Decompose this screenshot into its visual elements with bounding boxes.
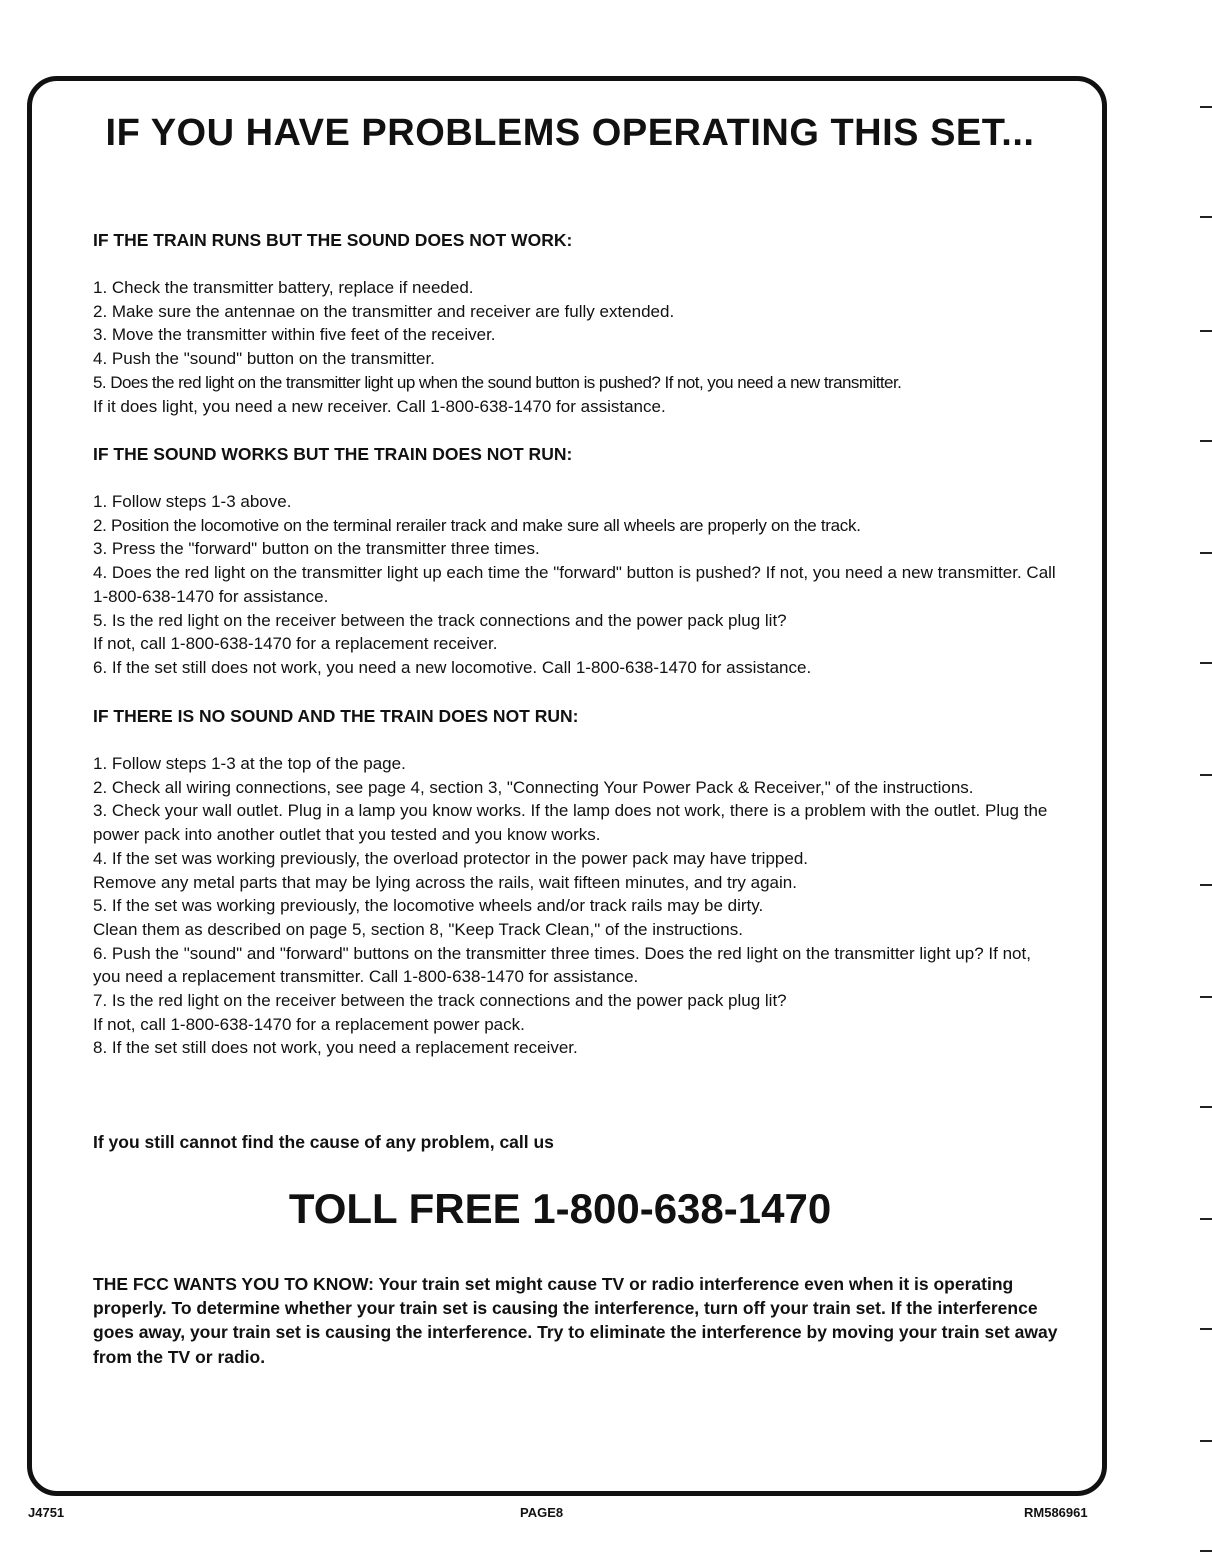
- margin-tick: [1200, 552, 1212, 554]
- margin-tick: [1200, 884, 1212, 886]
- fcc-notice: THE FCC WANTS YOU TO KNOW: Your train set might cause TV or radio interference even when it is operating properly. To determine whether your train set is causing the interference, turn off your train set. If the interference goes away, your train set is causing the interference. Try to eliminate the interference by moving your train set away from the TV or radio.: [93, 1274, 1058, 1367]
- margin-tick: [1200, 330, 1212, 332]
- footer-left-code: J4751: [28, 1505, 65, 1520]
- list-item: 4. Push the "sound" button on the transmitter.: [93, 349, 435, 369]
- section-list-sound-not-working: [93, 276, 1063, 418]
- list-item: 2. Position the locomotive on the terminal rerailer track and make sure all wheels are properly on the track.: [93, 515, 861, 535]
- section-heading-no-sound-no-run: IF THERE IS NO SOUND AND THE TRAIN DOES NOT RUN:: [93, 706, 579, 726]
- section-list-no-sound-no-run: [93, 752, 1063, 1060]
- list-item: 5. If the set was working previously, the locomotive wheels and/or track rails may be dirty.: [93, 896, 764, 916]
- margin-tick: [1200, 662, 1212, 664]
- section-heading-train-not-running: IF THE SOUND WORKS BUT THE TRAIN DOES NOT RUN:: [93, 444, 573, 464]
- margin-tick: [1200, 1440, 1212, 1442]
- list-item: Clean them as described on page 5, section 8, "Keep Track Clean," of the instructions.: [93, 919, 743, 939]
- margin-tick: [1200, 774, 1212, 776]
- toll-free-number: TOLL FREE 1-800-638-1470: [288, 1185, 832, 1232]
- list-item: 2. Check all wiring connections, see page 4, section 3, "Connecting Your Power Pack & Receiver," of the instructions.: [93, 777, 974, 797]
- list-item: 1. Check the transmitter battery, replace if needed.: [93, 278, 474, 297]
- margin-tick: [1200, 106, 1212, 108]
- section-list-train-not-running: [93, 490, 1063, 680]
- list-item: 8. If the set still does not work, you need a replacement receiver.: [93, 1038, 578, 1058]
- list-item: 2. Make sure the antennae on the transmitter and receiver are fully extended.: [93, 301, 675, 321]
- margin-tick: [1200, 1328, 1212, 1330]
- list-item: Remove any metal parts that may be lying across the rails, wait fifteen minutes, and try again.: [93, 872, 797, 892]
- margin-tick: [1200, 1550, 1212, 1552]
- margin-tick: [1200, 440, 1212, 442]
- list-item: 4. Does the red light on the transmitter light up each time the "forward" button is pushed? If not, you need a new transmitter. Call 1-800-638-1470 for assistance.: [93, 563, 1056, 606]
- list-item: 3. Press the "forward" button on the transmitter three times.: [93, 539, 540, 559]
- margin-tick: [1200, 996, 1212, 998]
- list-item: If not, call 1-800-638-1470 for a replacement receiver.: [93, 634, 498, 654]
- list-item: 6. Push the "sound" and "forward" buttons on the transmitter three times. Does the red light on the transmitter light up? If not, you need a replacement transmitter. Call 1-800-638-1470 for assistance.: [93, 943, 1031, 987]
- footer-page-number: PAGE8: [520, 1505, 564, 1520]
- list-item: If it does light, you need a new receiver. Call 1-800-638-1470 for assistance.: [93, 396, 666, 416]
- list-item: 3. Check your wall outlet. Plug in a lamp you know works. If the lamp does not work, there is a problem with the outlet. Plug the power pack into another outlet that you tested and you know works.: [93, 801, 1048, 845]
- footer-right-code: RM586961: [1024, 1505, 1088, 1520]
- list-item: 3. Move the transmitter within five feet of the receiver.: [93, 325, 496, 345]
- list-item: 5. Does the red light on the transmitter light up when the sound button is pushed? If not, you need a new transmitter.: [93, 372, 902, 392]
- margin-tick-marks: [1198, 0, 1212, 1561]
- margin-tick: [1200, 216, 1212, 218]
- list-item: 1. Follow steps 1-3 above.: [93, 492, 292, 511]
- margin-tick: [1200, 1218, 1212, 1220]
- call-us-text: If you still cannot find the cause of any problem, call us: [93, 1132, 554, 1152]
- list-item: 4. If the set was working previously, the overload protector in the power pack may have tripped.: [93, 848, 808, 868]
- list-item: 5. Is the red light on the receiver between the track connections and the power pack plug lit?: [93, 610, 787, 630]
- list-item: If not, call 1-800-638-1470 for a replacement power pack.: [93, 1014, 525, 1034]
- list-item: 7. Is the red light on the receiver between the track connections and the power pack plug lit?: [93, 991, 787, 1011]
- margin-tick: [1200, 1106, 1212, 1108]
- list-item: 6. If the set still does not work, you need a new locomotive. Call 1-800-638-1470 for assistance.: [93, 657, 812, 677]
- page-title: IF YOU HAVE PROBLEMS OPERATING THIS SET...: [105, 112, 1035, 154]
- section-heading-sound-not-working: IF THE TRAIN RUNS BUT THE SOUND DOES NOT WORK:: [93, 230, 573, 250]
- list-item: 1. Follow steps 1-3 at the top of the page.: [93, 754, 406, 773]
